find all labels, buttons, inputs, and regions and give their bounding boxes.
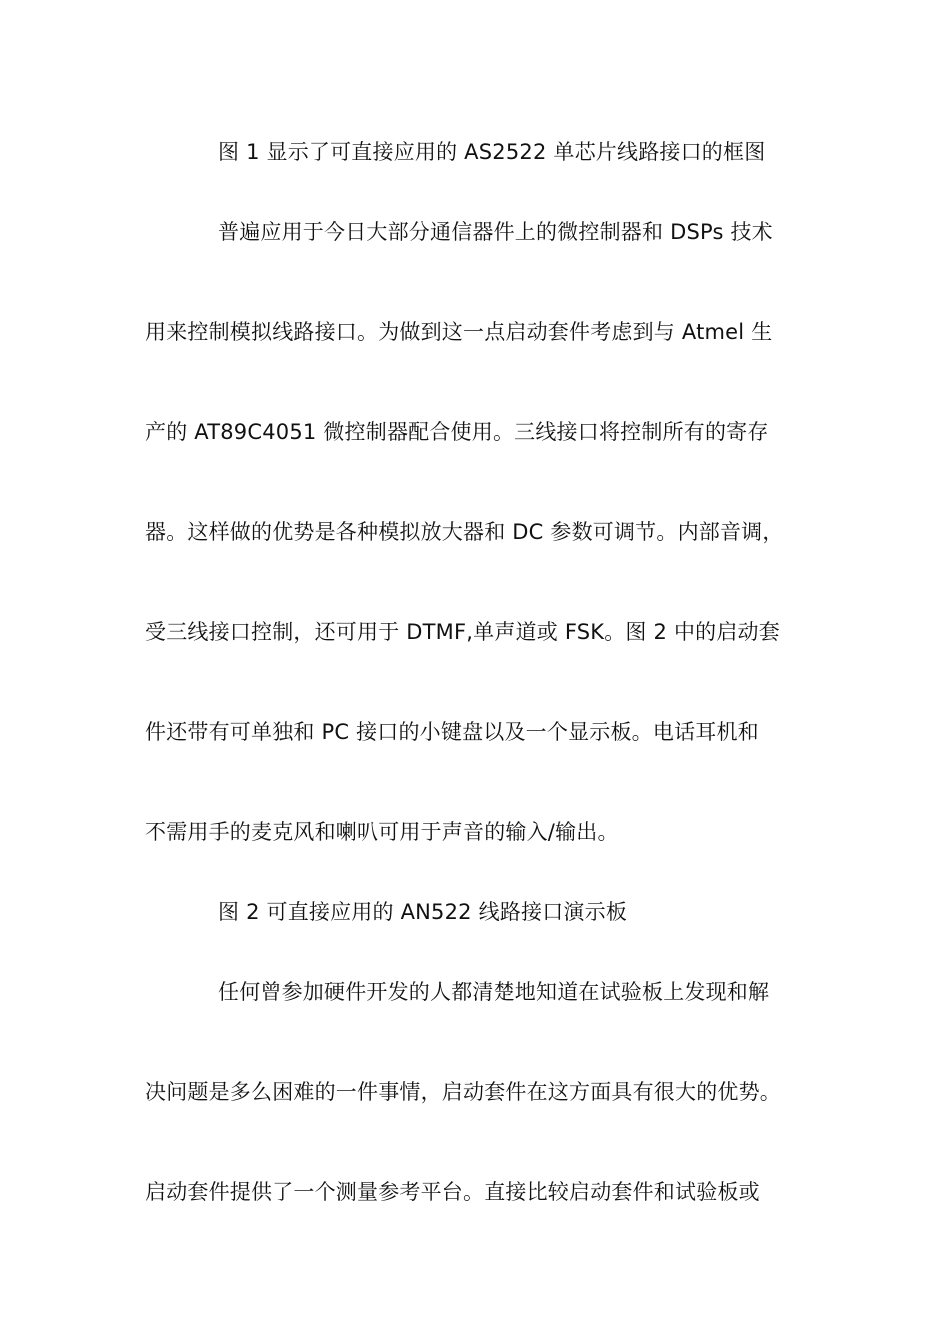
paragraph-2-line-2: 决问题是多么困难的一件事情，启动套件在这方面具有很大的优势。 bbox=[145, 1080, 781, 1104]
paragraph-1-line-2: 用来控制模拟线路接口。为做到这一点启动套件考虑到与 Atmel 生 bbox=[145, 320, 773, 344]
paragraph-1-line-7: 不需用手的麦克风和喇叭可用于声音的输入/输出。 bbox=[145, 820, 619, 844]
figure-2-caption: 图 2 可直接应用的 AN522 线路接口演示板 bbox=[218, 900, 628, 924]
paragraph-1-line-3: 产的 AT89C4051 微控制器配合使用。三线接口将控制所有的寄存 bbox=[145, 420, 769, 444]
paragraph-1-line-4: 器。这样做的优势是各种模拟放大器和 DC 参数可调节。内部音调， bbox=[145, 520, 784, 544]
paragraph-1-line-5: 受三线接口控制，还可用于 DTMF,单声道或 FSK。图 2 中的启动套 bbox=[145, 620, 780, 644]
figure-1-caption: 图 1 显示了可直接应用的 AS2522 单芯片线路接口的框图 bbox=[218, 140, 766, 164]
paragraph-1-line-6: 件还带有可单独和 PC 接口的小键盘以及一个显示板。电话耳机和 bbox=[145, 720, 759, 744]
paragraph-2-line-1: 任何曾参加硬件开发的人都清楚地知道在试验板上发现和解 bbox=[218, 980, 770, 1004]
paragraph-1-line-1: 普遍应用于今日大部分通信器件上的微控制器和 DSPs 技术 bbox=[218, 220, 773, 244]
paragraph-2-line-3: 启动套件提供了一个测量参考平台。直接比较启动套件和试验板或 bbox=[145, 1180, 760, 1204]
